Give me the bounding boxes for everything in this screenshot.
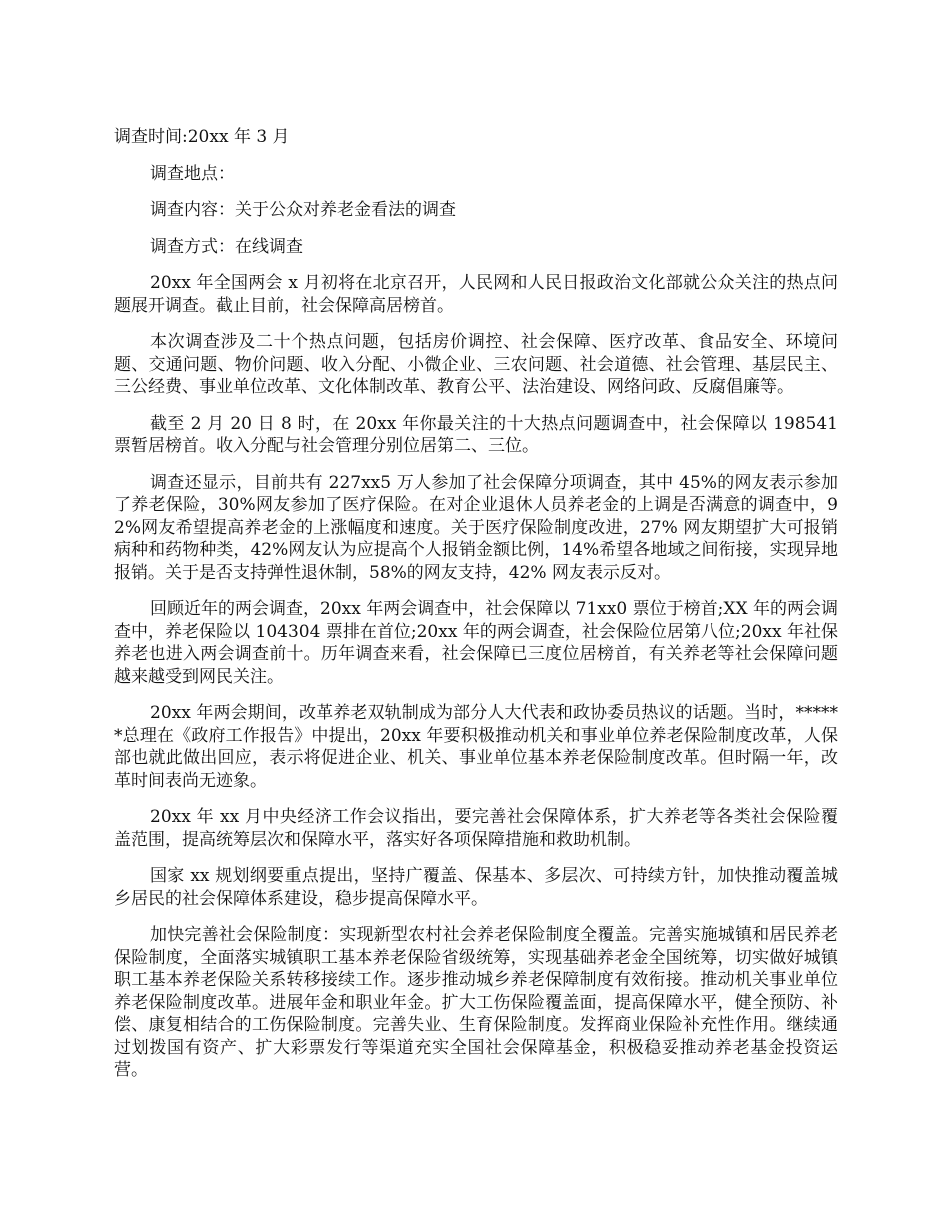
paragraph-reform: 20xx 年两会期间，改革养老双轨制成为部分人大代表和政协委员热议的话题。当时，******总理在《政府工作报告》中提出，20xx 年要积极推动机关和事业单位养老保险制度改革，人保部也就此做出回应，表示将促进企业、机关、事业单位基本养老保险制度改革。但时隔一年，改革时间表尚无迹象。 [114,703,838,791]
survey-content: 调查内容：关于公众对养老金看法的调查 [150,200,456,220]
paragraph-economic-conference: 20xx 年 xx 月中央经济工作会议指出，要完善社会保障体系，扩大养老等各类社会保险覆盖范围，提高统筹层次和保障水平，落实好各项保障措施和救助机制。 [114,807,838,850]
paragraph-survey-results: 调查还显示，目前共有 227xx5 万人参加了社会保障分项调查，其中 45%的网友表示参加了养老保险，30%网友参加了医疗保险。在对企业退休人员养老金的上调是否满意的调查中，92%网友希望提高养老金的上涨幅度和速度。关于医疗保险制度改进，27% 网友期望扩大可报销病种和药物种类，42%网友认为应提高个人报销金额比例，14%希望各地域之间衔接，实现异地报销。关于是否支持弹性退休制，58%的网友支持，42% 网友表示反对。 [114,472,838,583]
survey-place: 调查地点： [150,163,235,184]
document-body [114,126,838,1096]
paragraph-insurance-system: 加快完善社会保险制度：实现新型农村社会养老保险制度全覆盖。完善实施城镇和居民养老保险制度，全面落实城镇职工基本养老保险省级统筹，实现基础养老金全国统筹，切实做好城镇职工基本养老保险关系转移接续工作。逐步推动城乡养老保障制度有效衔接。推动机关事业单位养老保险制度改革。进展年金和职业年金。扩大工伤保险覆盖面，提高保障水平，健全预防、补偿、康复相结合的工伤保险制度。完善失业、生育保险制度。发挥商业保险补充性作用。继续通过划拨国有资产、扩大彩票发行等渠道充实全国社会保障基金，积极稳妥推动养老基金投资运营。 [114,925,838,1080]
survey-method: 调查方式：在线调查 [150,236,303,257]
paragraph-vote-count: 截至 2 月 20 日 8 时，在 20xx 年你最关注的十大热点问题调查中，社会保障以 198541 票暂居榜首。收入分配与社会管理分别位居第二、三位。 [114,413,838,456]
survey-time: 调查时间:20xx 年 3 月 [114,127,290,147]
paragraph-topics: 本次调查涉及二十个热点问题，包括房价调控、社会保障、医疗改革、食品安全、环境问题、交通问题、物价问题、收入分配、小微企业、三农问题、社会道德、社会管理、基层民主、三公经费、事业单位改革、文化体制改革、教育公平、法治建设、网络问政、反腐倡廉等。 [114,332,838,397]
paragraph-review: 回顾近年的两会调查，20xx 年两会调查中，社会保障以 71xx0 票位于榜首;XX 年的两会调查中，养老保险以 104304 票排在首位;20xx 年的两会调查，社会保险位居第八位;20xx 年社保养老也进入两会调查前十。历年调查来看，社会保障已三度位居榜首，有关养老等社会保障问题越来越受到网民关注。 [114,599,838,687]
paragraph-national-plan: 国家 xx 规划纲要重点提出，坚持广覆盖、保基本、多层次、可持续方针，加快推动覆盖城乡居民的社会保障体系建设，稳步提高保障水平。 [114,866,838,909]
paragraph-intro: 20xx 年全国两会 x 月初将在北京召开，人民网和人民日报政治文化部就公众关注的热点问题展开调查。截止目前，社会保障高居榜首。 [114,273,838,316]
